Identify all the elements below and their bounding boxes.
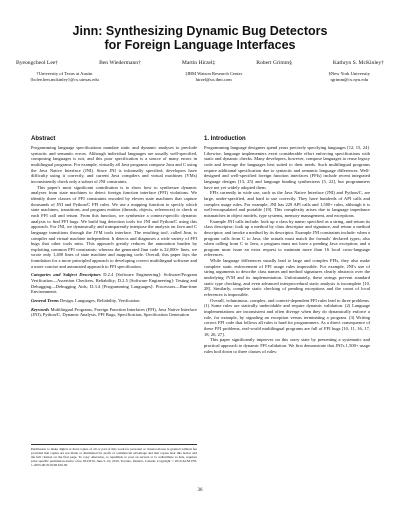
keywords-block bbox=[31, 307, 197, 318]
author-name: Robert Grimm§ bbox=[256, 60, 292, 66]
intro-paragraph: FFIs currently in wide use, such as the Java Native Interface (JNI) and Python/C, are large, under-specified, and hard to use correctly. They have hundreds of API calls and complex usage rules. For example, JNI has 229 API calls and 1,500+ rules, although it is well-encapsulated and portable [19]. This complexity arises due to language impedance mismatches in object models, type systems, memory management, and exceptions. bbox=[204, 190, 370, 218]
intro-paragraph: Example JNI calls include: look up a class by name; specified as a string, and return its class descriptor; look up a method by class descriptor and signature, and return a method descriptor; and invoke a method by its descriptor. Example JNI constraints include: when a program calls from C to Java, the actuals must match the formals' declared types; also when calling from C to Java, a program must not have a pending Java exception; and a program must issue an extra request to maintain more than 16 local cross-language references. bbox=[204, 218, 370, 258]
author-name: Ben Wiedermann† bbox=[99, 60, 141, 66]
abstract-paragraph: This paper's most significant contribution is to show how to synthesize dynamic analyses from state machines to detect foreign function interface (FFI) violations. We identify three classes of FFI constraints encoded by eleven state machines that capture thousands of JNI and Python/C FFI rules. We use a mapping function to specify which state machines, transitions, and program entities (threads, objects, references) to check at each FFI call and return. From this function, we synthesize a context-specific dynamic analysis to find FFI bugs. We build bug detection tools for JNI and Python/C using this approach. For JNI, we dynamically and transparently interpose the analysis on Java and C language transitions through the JVM tools interface. The resulting tool, called Jinn, is compiler and virtual machine independent. It detects and diagnoses a wide variety of FFI bugs that other tools miss. This approach greatly reduces the annotation burden by exploiting common FFI constraints: whereas the generated Jinn code is 22,000+ lines, we wrote only 1,400 lines of state machine and mapping code. Overall, this paper lays the foundation for a more principled approach to developing correct multilingual software and a more concise and automated approach to FFI specification. bbox=[31, 184, 197, 269]
author-list bbox=[16, 60, 384, 67]
categories-block bbox=[31, 272, 197, 295]
intro-paragraph: This paper significantly improves on this sorry state by presenting a systematic and practical approach to dynamic FFI validation. We first demonstrate that JNI's 1,500+ usage rules boil down to three classes of rules: bbox=[204, 337, 370, 354]
categories-text: D.2.4 [Software Engineering]: Software/Program Verification—Assertion Checkers, Reliability; D.2.5 [Software Engineering]: Testing and Debugging—Debugging Aids; D.3.4 [Programming Languages]: Processors—Run-time Environments bbox=[31, 272, 197, 295]
affiliation-email: {bclee,ben,mckinley}@cs.utexas.edu bbox=[30, 76, 99, 82]
affiliation bbox=[329, 71, 370, 82]
intro-paragraph: While language differences usually lead to large and complex FFIs, they also make complete static enforcement of FFI usage rules impossible. For example, JNI's use of string arguments to describe class names and method signatures clearly abstracts over the underlying JVM and its implementation. Unfortunately, these strings prevent standard static type checking, and even advanced interprocedural static analysis is incomplete [10, 28]. Similarly, complete static checking of pending exceptions and the count of local references is impossible. bbox=[204, 258, 370, 298]
right-column bbox=[204, 135, 370, 354]
left-column bbox=[31, 135, 197, 318]
categories-label: Categories and Subject Descriptors bbox=[31, 272, 101, 278]
affiliation-email: rgrimm@cs.nyu.edu bbox=[330, 76, 369, 82]
affiliation-email: hirzel@us.ibm.com bbox=[195, 76, 232, 82]
keywords-label: Keywords bbox=[31, 306, 50, 312]
affiliation bbox=[30, 71, 99, 82]
intro-paragraph: Programming language designers spend years precisely specifying languages [12, 15, 24]. Likewise, language implementers exert considerable effort enforcing specifications with static and dynamic checks. Many developers, however, compose languages to reuse legacy code and leverage the languages best suited to their needs. Such multilingual programs require additional specification due to syntactic and semantic language differences. Well-designed and well-specified foreign function interfaces (FFIs) include recent integrated language designs [13, 25] and language binding synthesizers [5, 22], but programmers have not yet widely adopted them. bbox=[204, 145, 370, 190]
keywords-text: Multilingual Programs, Foreign Function Interfaces (FFI), Java Native Interface (JNI), Python/C, Dynamic Analysis, FFI Bugs, Specification, Specification Generation bbox=[31, 306, 197, 318]
intro-paragraph: Overall, voluminous, complex, and context-dependent FFI rules lead to three problems. (1) Some rules are statically undecidable and require dynamic validation. (2) Language implementations are inconsistent and often diverge when they do dynamically enforce a rule, for example, by signaling an exception versus terminating a program. (3) Writing correct FFI code that follows all rules is hard for programmers. As a direct consequence of these FFI problems, real-world multilingual programs are full of FFI bugs [10, 11, 16, 17, 18, 26, 27]. bbox=[204, 297, 370, 337]
general-terms-label: General Terms bbox=[31, 298, 59, 304]
affiliation-name: ‡IBM Watson Research Center bbox=[185, 71, 243, 76]
page-number: 36 bbox=[197, 488, 203, 493]
introduction-heading: 1. Introduction bbox=[204, 136, 246, 142]
abstract-paragraph: Programming language specifications mandate static and dynamic analyses to preclude syntactic and semantic errors. Although individual languages are usually well-specified, composing languages is not, and this poor specification is a source of many errors in multilingual programs. For example, virtually all Java programs compose Java and C using the Java Native Interface (JNI). Since JNI is informally specified, developers have difficulty using it correctly, and current Java compilers and virtual machines (VMs) inconsistently check only a subset of JNI constraints. bbox=[31, 145, 197, 184]
affiliation-list bbox=[30, 71, 370, 82]
paper-title bbox=[0, 24, 400, 52]
general-terms-text: Design, Languages, Reliability, Verification bbox=[59, 298, 140, 304]
author-name: Byeongcheol Lee† bbox=[16, 60, 59, 66]
affiliation bbox=[185, 71, 242, 82]
title-line-2: for Foreign Language Interfaces bbox=[104, 38, 296, 52]
author-name: Kathryn S. McKinley† bbox=[332, 60, 384, 66]
copyright-footnote: Permission to make digital or hard copies of all or part of this work for personal or classroom use is granted without fee provided that copies are not made or distributed for profit or commercial advantage and that copies bear this notice and the full citation on the first page. To copy otherwise, to republish, to post on servers or to redistribute to lists, requires prior specific permission and/or a fee. PLDI'10, June 5–10, 2010, Toronto, Ontario, Canada. Copyright © 2010 ACM 978-1-4503-0019/10/06 $10.00 bbox=[31, 444, 197, 467]
affiliation-name: †University of Texas at Austin bbox=[36, 71, 93, 76]
abstract-heading: Abstract bbox=[31, 136, 56, 142]
author-name: Martin Hirzel‡ bbox=[181, 60, 216, 66]
affiliation-name: §New York University bbox=[328, 71, 370, 76]
title-line-1: Jinn: Synthesizing Dynamic Bug Detectors bbox=[72, 24, 328, 38]
